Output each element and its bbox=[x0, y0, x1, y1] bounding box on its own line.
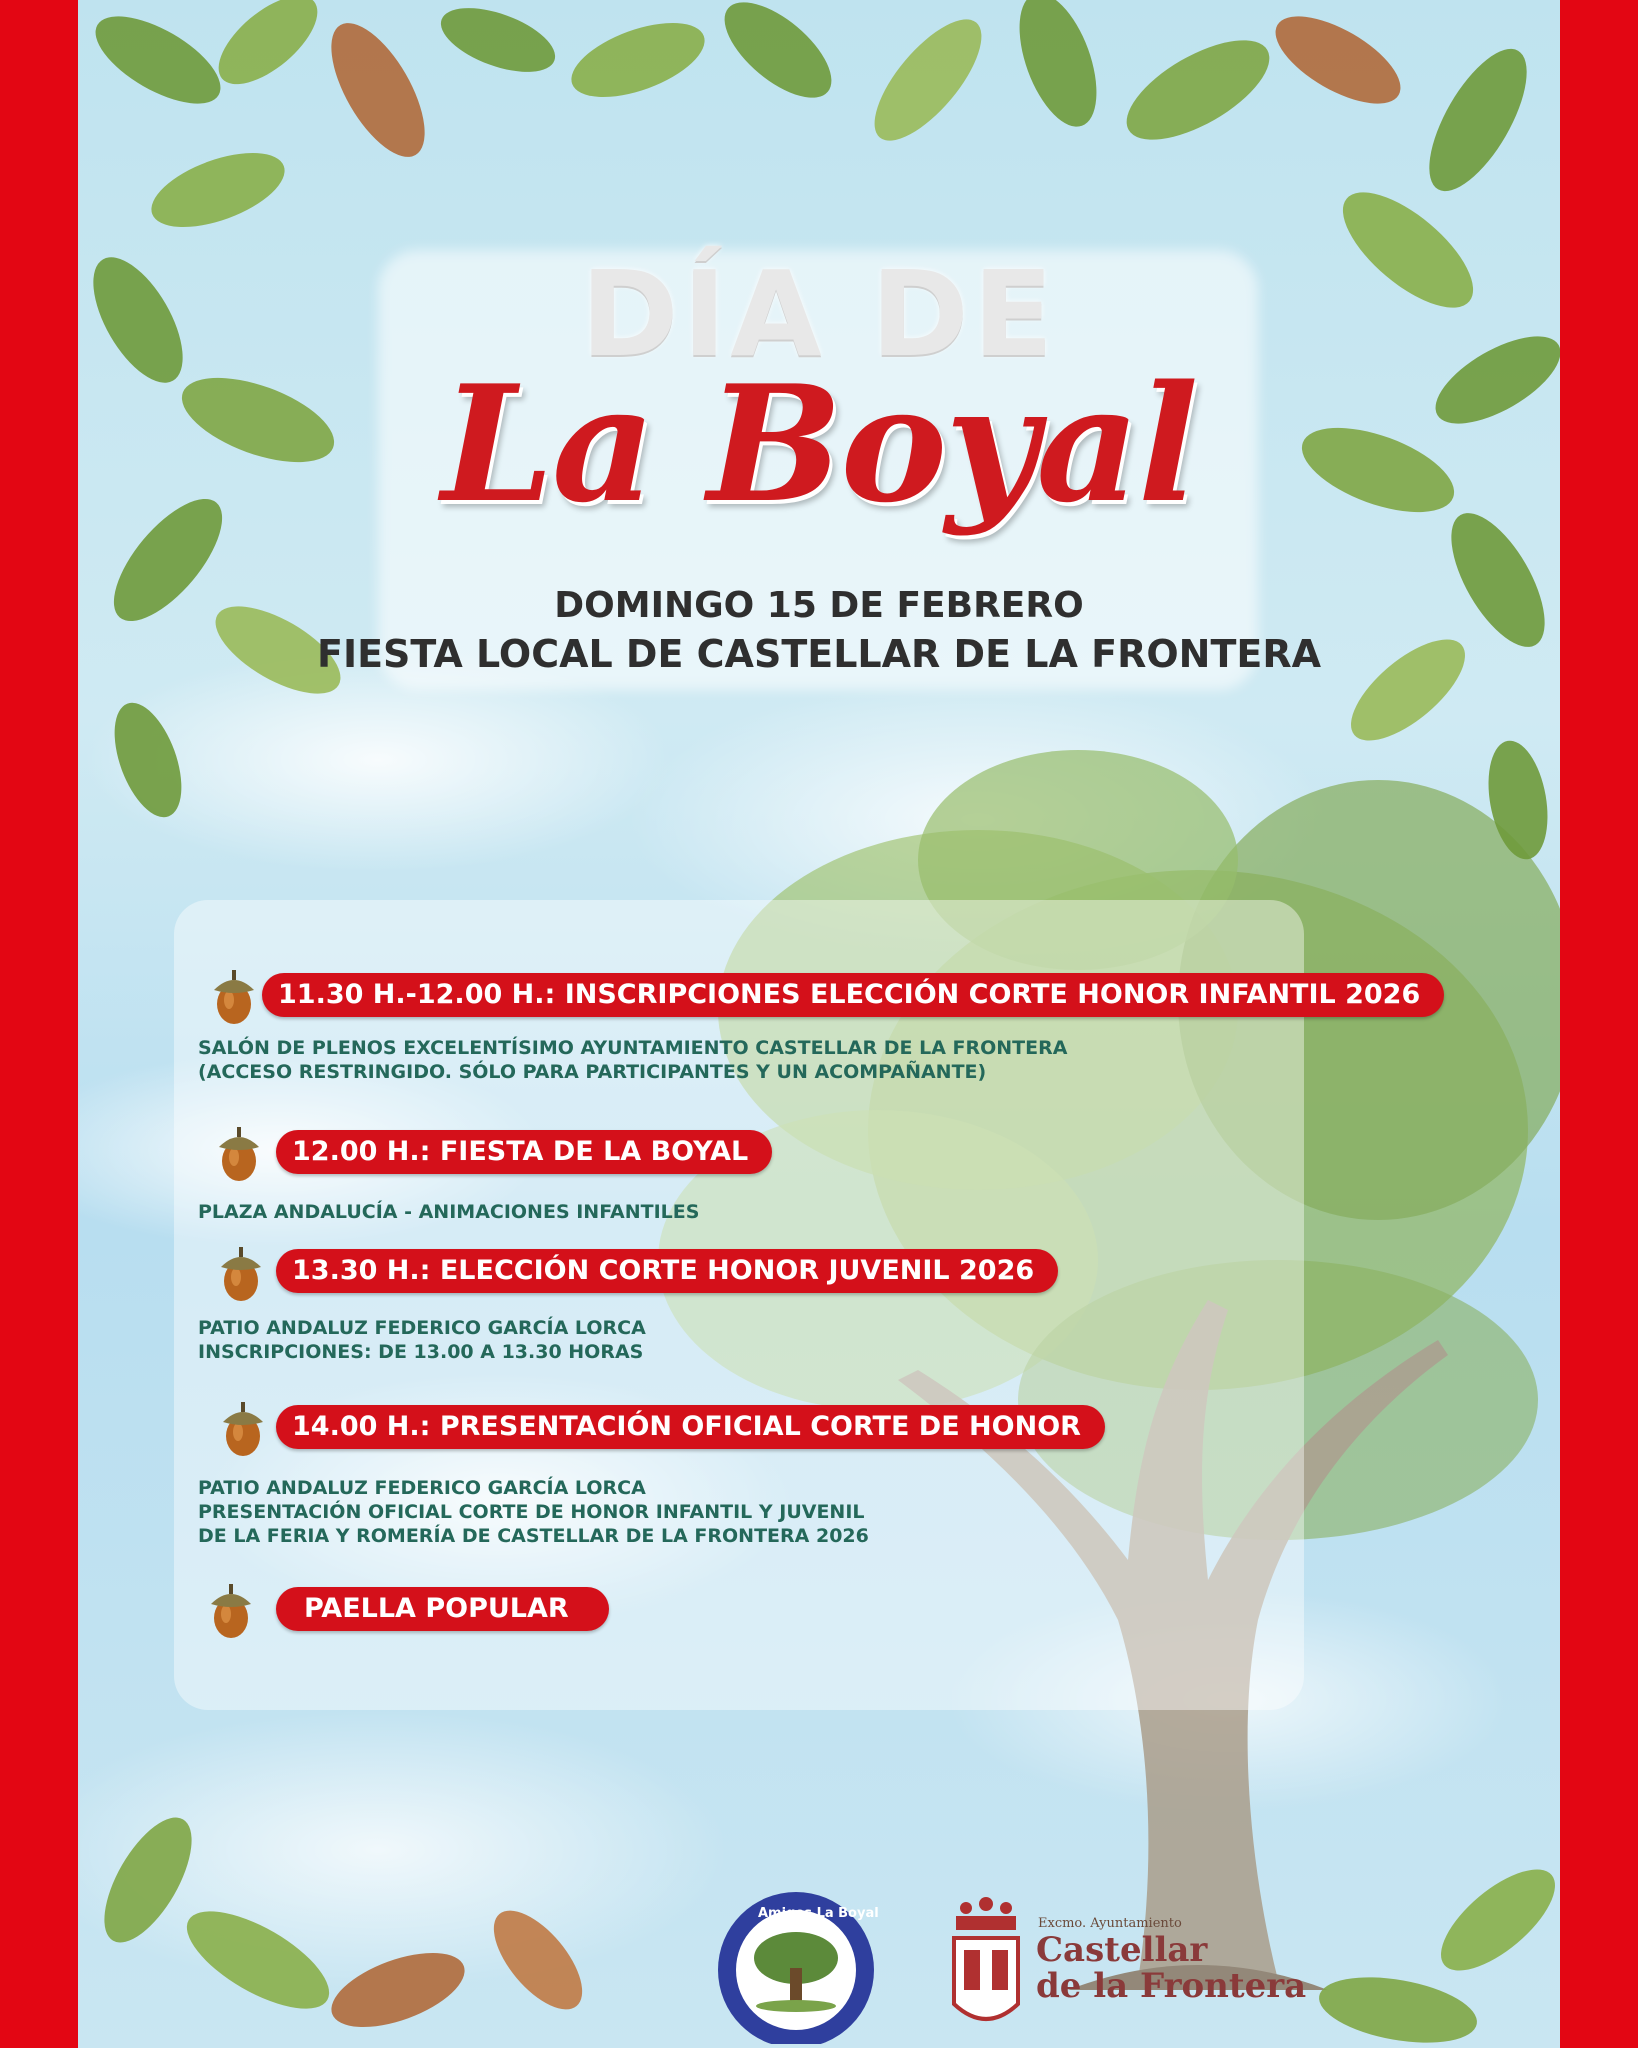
subtitle-date: DOMINGO 15 DE FEBRERO bbox=[554, 585, 1084, 626]
event-4-detail-3: DE LA FERIA Y ROMERÍA DE CASTELLAR DE LA FRONTERA 2026 bbox=[198, 1525, 869, 1547]
event-1-heading: 11.30 H.-12.00 H.: INSCRIPCIONES ELECCIÓN CORTE HONOR INFANTIL 2026 bbox=[262, 973, 1444, 1017]
title-dia-de: DÍA DE bbox=[580, 245, 1058, 383]
event-3-detail-2: INSCRIPCIONES: DE 13.00 A 13.30 HORAS bbox=[198, 1341, 644, 1363]
event-4-heading: 14.00 H.: PRESENTACIÓN OFICIAL CORTE DE HONOR bbox=[276, 1405, 1105, 1449]
event-2-heading: 12.00 H.: FIESTA DE LA BOYAL bbox=[276, 1130, 772, 1174]
event-4-detail-2: PRESENTACIÓN OFICIAL CORTE DE HONOR INFANTIL Y JUVENIL bbox=[198, 1501, 865, 1523]
title-la-boyal: La Boyal bbox=[441, 350, 1197, 538]
acorn-icon bbox=[218, 1243, 264, 1303]
municipality-name bbox=[1036, 1932, 1306, 2004]
acorn-icon bbox=[208, 1580, 254, 1640]
municipality-name-line2: de la Frontera bbox=[1036, 1966, 1307, 2006]
poster bbox=[78, 0, 1560, 2048]
coat-of-arms-icon bbox=[946, 1894, 1026, 2042]
event-3-heading: 13.30 H.: ELECCIÓN CORTE HONOR JUVENIL 2026 bbox=[276, 1249, 1058, 1293]
event-2-detail-1: PLAZA ANDALUCÍA - ANIMACIONES INFANTILES bbox=[198, 1201, 700, 1223]
event-1-detail-2: (ACCESO RESTRINGIDO. SÓLO PARA PARTICIPANTES Y UN ACOMPAÑANTE) bbox=[198, 1061, 987, 1083]
municipality-caption: Excmo. Ayuntamiento bbox=[1038, 1916, 1182, 1931]
subtitle-fiesta-local: FIESTA LOCAL DE CASTELLAR DE LA FRONTERA bbox=[317, 632, 1321, 676]
municipality-name-line1: Castellar bbox=[1036, 1930, 1208, 1970]
event-4-detail-1: PATIO ANDALUZ FEDERICO GARCÍA LORCA bbox=[198, 1477, 646, 1499]
event-1-detail-1: SALÓN DE PLENOS EXCELENTÍSIMO AYUNTAMIENTO CASTELLAR DE LA FRONTERA bbox=[198, 1037, 1068, 1059]
association-name: Amigos La Boyal bbox=[758, 1906, 879, 1921]
event-3-detail-1: PATIO ANDALUZ FEDERICO GARCÍA LORCA bbox=[198, 1317, 646, 1339]
acorn-icon bbox=[211, 966, 257, 1026]
acorn-icon bbox=[216, 1123, 262, 1183]
acorn-icon bbox=[220, 1398, 266, 1458]
event-5-heading: PAELLA POPULAR bbox=[276, 1587, 609, 1631]
